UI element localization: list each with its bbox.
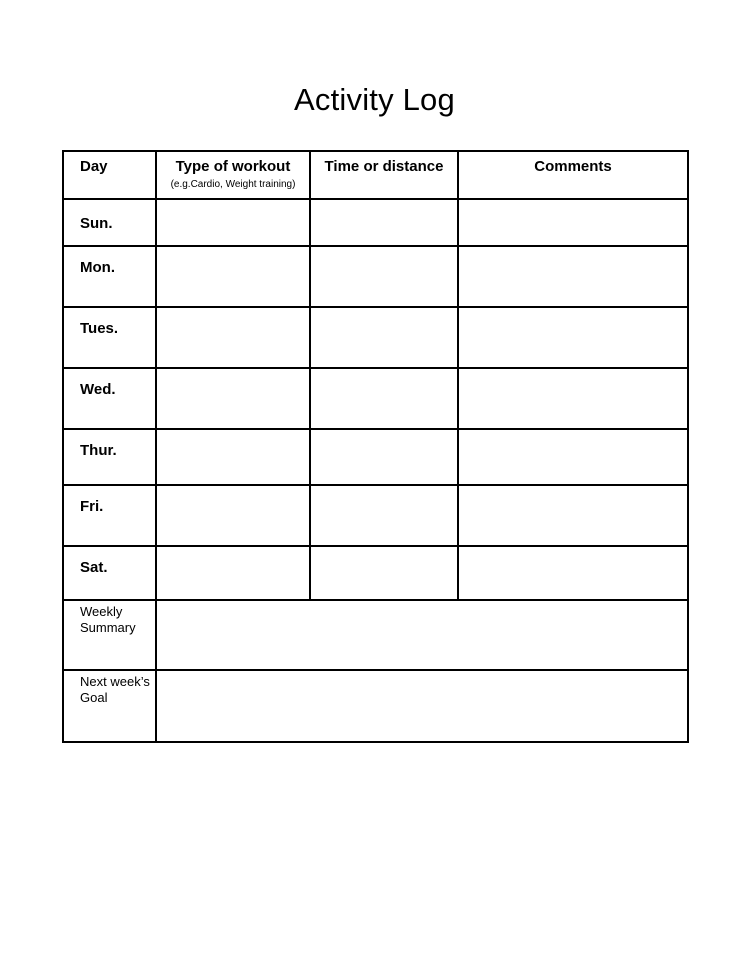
- header-day: [63, 151, 156, 199]
- header-type: [156, 151, 310, 199]
- next-week-goal-label: [63, 670, 156, 742]
- header-comments: [458, 151, 688, 199]
- workout-type-cell-thur[interactable]: [156, 429, 310, 485]
- header-day-label: Day: [80, 158, 108, 175]
- weekly-summary-label-line2: Summary: [80, 620, 136, 635]
- workout-type-cell-sun[interactable]: [156, 199, 310, 246]
- time-distance-cell-fri[interactable]: [310, 485, 458, 546]
- comments-cell-sat[interactable]: [458, 546, 688, 600]
- weekly-summary-cell[interactable]: [156, 600, 688, 670]
- header-time: [310, 151, 458, 199]
- header-comments-label: Comments: [534, 158, 612, 175]
- day-label-mon: Mon.: [63, 246, 156, 307]
- table-row: [63, 199, 688, 246]
- table-row: [63, 368, 688, 429]
- table-row: [63, 429, 688, 485]
- next-week-goal-row: [63, 670, 688, 742]
- comments-cell-sun[interactable]: [458, 199, 688, 246]
- header-type-label: Type of workout: [175, 158, 291, 175]
- comments-cell-tues[interactable]: [458, 307, 688, 368]
- day-label-thur: Thur.: [63, 429, 156, 485]
- comments-cell-fri[interactable]: [458, 485, 688, 546]
- workout-type-cell-fri[interactable]: [156, 485, 310, 546]
- table-row: [63, 546, 688, 600]
- workout-type-cell-mon[interactable]: [156, 246, 310, 307]
- table-row: [63, 246, 688, 307]
- comments-cell-thur[interactable]: [458, 429, 688, 485]
- next-week-goal-cell[interactable]: [156, 670, 688, 742]
- header-type-hint: (e.g.Cardio, Weight training): [170, 179, 296, 190]
- time-distance-cell-mon[interactable]: [310, 246, 458, 307]
- day-label-tues: Tues.: [63, 307, 156, 368]
- day-label-sun: Sun.: [63, 199, 156, 246]
- comments-cell-mon[interactable]: [458, 246, 688, 307]
- weekly-summary-label-line1: Weekly: [80, 604, 123, 619]
- workout-type-cell-tues[interactable]: [156, 307, 310, 368]
- day-label-sat: Sat.: [63, 546, 156, 600]
- next-week-goal-label-line2: Goal: [80, 690, 108, 705]
- workout-type-cell-wed[interactable]: [156, 368, 310, 429]
- time-distance-cell-thur[interactable]: [310, 429, 458, 485]
- activity-log-table: [62, 150, 689, 743]
- day-label-fri: Fri.: [63, 485, 156, 546]
- time-distance-cell-wed[interactable]: [310, 368, 458, 429]
- next-week-goal-label-line1: Next week’s: [80, 674, 150, 689]
- workout-type-cell-sat[interactable]: [156, 546, 310, 600]
- time-distance-cell-sat[interactable]: [310, 546, 458, 600]
- table-row: [63, 307, 688, 368]
- day-label-wed: Wed.: [63, 368, 156, 429]
- weekly-summary-row: [63, 600, 688, 670]
- comments-cell-wed[interactable]: [458, 368, 688, 429]
- time-distance-cell-tues[interactable]: [310, 307, 458, 368]
- header-row: [63, 151, 688, 199]
- time-distance-cell-sun[interactable]: [310, 199, 458, 246]
- page-title: Activity Log: [294, 82, 455, 117]
- weekly-summary-label: [63, 600, 156, 670]
- table-row: [63, 485, 688, 546]
- header-time-label: Time or distance: [324, 158, 444, 175]
